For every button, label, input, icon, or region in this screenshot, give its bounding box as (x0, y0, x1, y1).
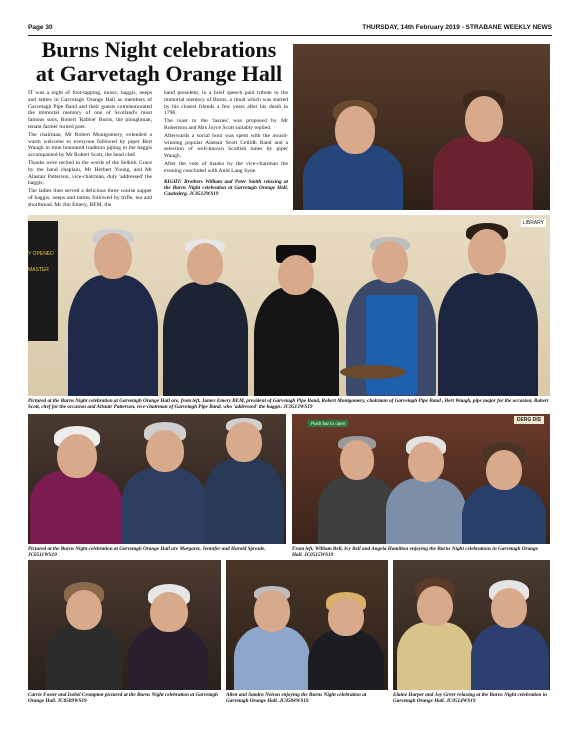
bottom-right-caption: Elaine Harper and Joy Greer relaxing at the Burns Night celebration in Garvetagh Orange Hall. JC0514WS19 (393, 692, 548, 705)
photo-sproule-family (28, 414, 286, 544)
paragraph: IT was a night of foot-tapping, music, haggis, neeps and tatties in Garvetagh Orange Hall as members of Garvetagh Pipe Band and their guests commemorated the immortal memory of one of Scotland's most famous sons, Robert 'Rabbie' Burns, the ploughman, tenant farmer turned poet. (28, 90, 152, 130)
article-column-1 (28, 90, 152, 210)
honour-board (28, 221, 58, 341)
page-number: Page 30 (28, 24, 53, 31)
photo-nelson (226, 560, 388, 690)
paragraph: Thanks were recited in the words of the Selkirk Grace by the band chaplain, Mr Herbert Young, and Mr Alastair Patterson, vice-chairman, duly 'addressed' the haggis. (28, 159, 152, 187)
sign-opened: Y OPENED (28, 251, 54, 257)
haggis-platter (340, 365, 406, 379)
sign-derg: DERG DIS (514, 416, 544, 424)
bottom-left-caption: Carrie Foster and Isobel Crompton pictured at the Burns Night celebration at Garvetagh Orange Hall. JC0509WS19 (28, 692, 218, 705)
header-rule (28, 35, 552, 36)
paragraph: The chairman, Mr Robert Montgomery, extended a warm welcome to everyone followed by piper Bert Waugh in time honoured tradition piping in the haggis accompanied by Mr Robert Scott, the head chef. (28, 131, 152, 159)
sign-master: MASTER (28, 267, 49, 273)
top-photo-caption: RIGHT: Brothers William and Peter Smith relaxing at the Burns Night celebration at Garvetagh Orange Hall, Castlederg. JC0512WS19 (164, 178, 288, 197)
paragraph: The toast to the 'lassies' was proposed by Mr Robertson and Mrs Joyce Scott suitably replied. (164, 118, 288, 131)
photo-smith-brothers (293, 44, 550, 210)
mid-right-caption: From left, William Bell, Ivy Bell and Angela Hamilton enjoying the Burns Night celebrations in Garvetagh Orange Hall. JC0515WS19 (292, 546, 538, 559)
wide-photo-caption: Pictured at the Burns Night celebration at Garvetagh Orange Hall are, from left, James Emery BEM, president of Garvetagh Pipe Band, Robert Montgomery, chairman of Garvetagh Pipe Band , Bert Waugh, pipe major for the occasion, Robert Scott, chef for the occasion and Alistair Patterson, vice-chairman of Garvetagh Pipe Band, who 'addressed' the haggis. JC0513WS19 (28, 398, 549, 411)
masthead: THURSDAY, 14th February 2019 - STRABANE WEEKLY NEWS (362, 24, 552, 31)
photo-group-haggis (28, 215, 550, 396)
headline-line-2: at Garvetagh Orange Hall (35, 61, 283, 86)
paragraph: band president, in a brief speech paid tribute to the immortal memory of Burns, a ritual which was started by his closest friends a few years after his death in 1796. (164, 90, 288, 117)
photo-bell-hamilton (292, 414, 550, 544)
photo-foster-crompton (28, 560, 221, 690)
paragraph: After the vote of thanks by the vice-chairman the evening concluded with Auld Lang Syne. (164, 160, 288, 174)
sign-push-bar: Push bar to open (308, 420, 348, 427)
mid-left-caption: Pictured at the Burns Night celebration at Garvetagh Orange Hall are Margaret, Jennifer and Harold Sproule. JC0511WS19 (28, 546, 266, 559)
bottom-mid-caption: Allen and Sandra Nelson enjoying the Burns Night celebration at Garvetagh Orange Hall. JC0508WS19 (226, 692, 367, 705)
paragraph: The ladies then served a delicious three course supper of haggis, neeps and tatties followed by trifle, tea and shortbread. Mr Jim Emery, BEM, the (28, 188, 152, 208)
headline-line-1: Burns Night celebrations (41, 37, 277, 62)
photo-harper-greer (393, 560, 550, 690)
paragraph: Afterwards a social hour was spent with the award-winning popular Alastair Scott Ceilidh Band and a selection of well-known Scottish tunes by piper Waugh. (164, 132, 288, 160)
article-headline (28, 38, 290, 86)
article-column-2 (164, 90, 288, 198)
sign-library: LIBRARY (522, 220, 544, 226)
